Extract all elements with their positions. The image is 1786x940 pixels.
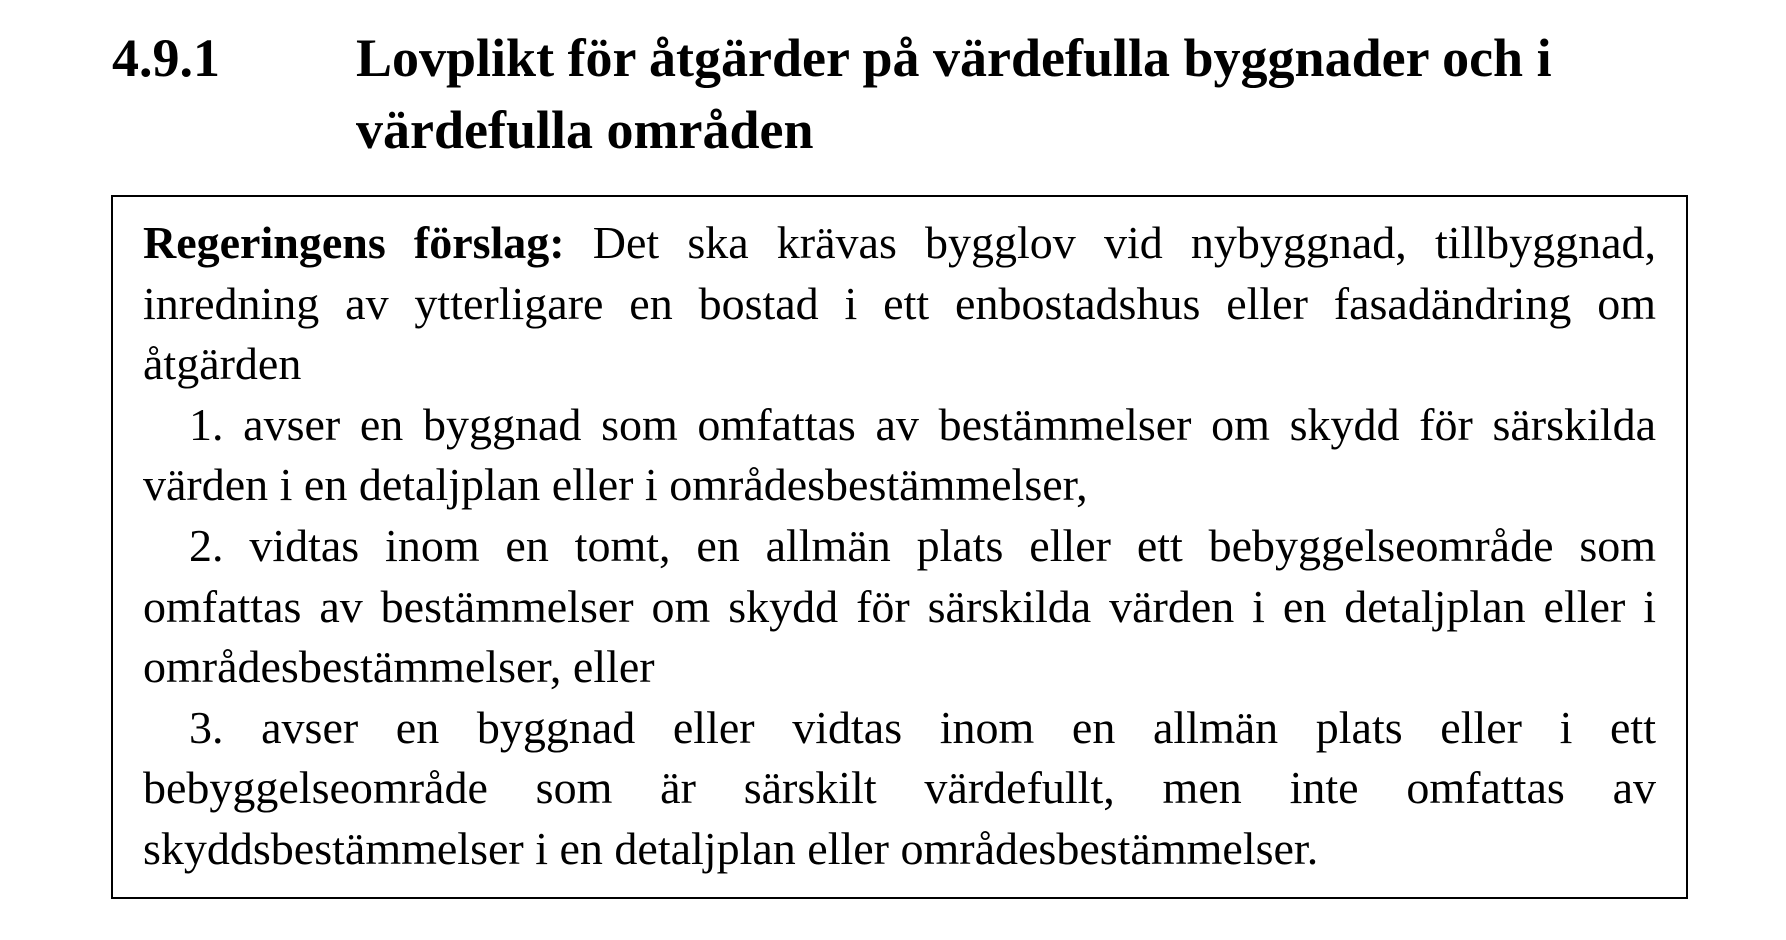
proposal-item-2: 2. vidtas inom en tomt, en allmän plats eller ett bebyggelseområde som omfattas av bestämmelser om skydd för särskilda värden i en detaljplan eller i områdesbestämmelser, eller — [143, 519, 1656, 693]
section-title: Lovplikt för åtgärder på värdefulla byggnader och i värdefulla områden — [356, 28, 1552, 160]
proposal-box — [111, 195, 1688, 899]
section-number: 4.9.1 — [112, 28, 220, 88]
proposal-label: Regeringens förslag: — [143, 217, 565, 268]
proposal-item-1: 1. avser en byggnad som omfattas av bestämmelser om skydd för särskilda värden i en detaljplan eller i områdesbestämmelser, — [143, 398, 1656, 511]
proposal-intro-paragraph — [143, 213, 1656, 395]
proposal-intro-text: Det ska krävas bygglov vid nybyggnad, tillbyggnad, inredning av ytterligare en bostad i ett enbostadshus eller fasadändring om åtgärden — [143, 217, 1656, 390]
proposal-item-3: 3. avser en byggnad eller vidtas inom en allmän plats eller i ett bebyggelseområde som är särskilt värdefullt, men inte omfattas av skyddsbestämmelser i en detaljplan eller områdesbestämmelser. — [143, 701, 1656, 874]
